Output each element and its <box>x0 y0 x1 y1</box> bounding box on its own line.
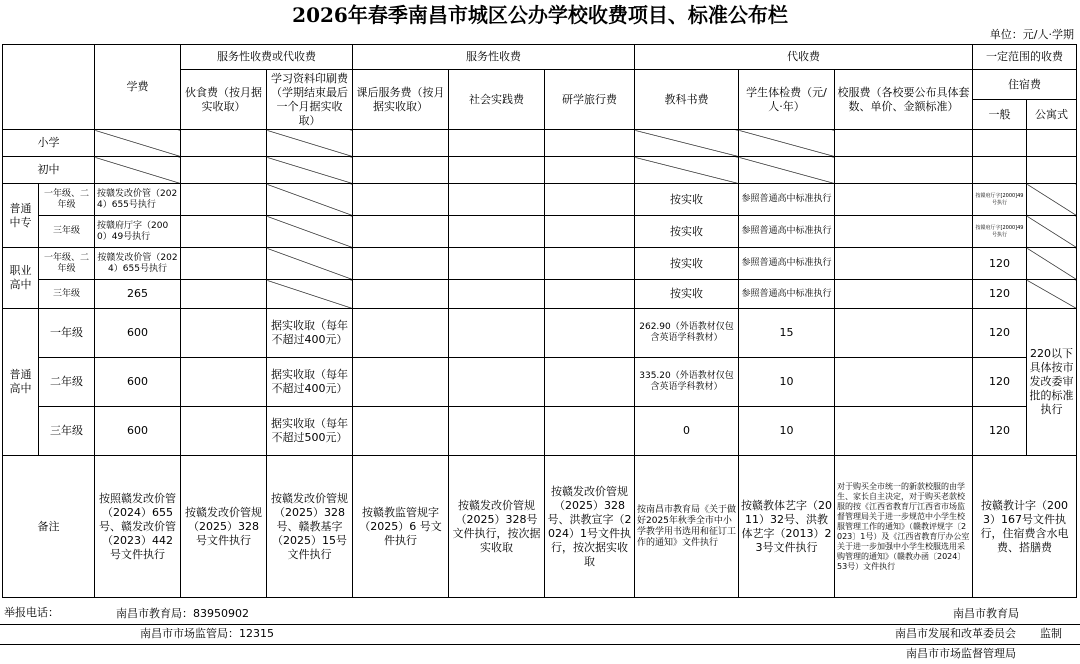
empty-cell <box>181 184 267 216</box>
section-vocational-high: 职业高中 <box>3 248 39 309</box>
remark-textbooks: 按南昌市教育局《关于做好2025年秋季全市中小学教学用书选用和征订工作的通知》文件执行 <box>635 456 739 598</box>
empty-cell <box>835 157 973 184</box>
tuition-cell: 按赣发改价管（2024）655号执行 <box>95 184 181 216</box>
section-regular-vocational: 普通中专 <box>3 184 39 248</box>
lodging-cell: 120 <box>973 407 1027 456</box>
row-junior <box>3 157 1077 184</box>
org-market-supervision: 南昌市市场监督管理局 <box>906 647 1016 660</box>
header-group-service-or-agency: 服务性收费或代收费 <box>181 45 353 70</box>
empty-cell <box>835 130 973 157</box>
remark-tuition: 按照赣发改价管（2024）655号、赣发改价管（2023）442号文件执行 <box>95 456 181 598</box>
slash-cell <box>635 130 739 157</box>
empty-cell <box>835 280 973 309</box>
empty-cell <box>835 309 973 358</box>
row-vocational-g3 <box>3 216 1077 248</box>
row-vocational-high-g12 <box>3 248 1077 280</box>
grade-label: 一年级 <box>39 309 95 358</box>
fee-table <box>2 44 1077 598</box>
empty-cell <box>181 248 267 280</box>
header-lodging-general: 一般 <box>973 100 1027 130</box>
tuition-cell: 600 <box>95 407 181 456</box>
grade-label: 二年级 <box>39 358 95 407</box>
empty-cell <box>181 130 267 157</box>
empty-cell <box>181 216 267 248</box>
lodging-cell: 120 <box>973 280 1027 309</box>
empty-cell <box>835 248 973 280</box>
row-high-g1 <box>3 309 1077 358</box>
empty-cell <box>353 358 449 407</box>
grade-label: 三年级 <box>39 216 95 248</box>
remark-printing: 按赣发改价管规（2025）328号、赣教基字（2025）15号文件执行 <box>267 456 353 598</box>
supervise-label: 监制 <box>1040 627 1062 640</box>
row-vocational-g12 <box>3 184 1077 216</box>
remark-uniform: 对于购买全市统一的新款校服的由学生、家长自主决定，对于购买老款校服的按《江西省教育厅江西省市场监督管理局关于进一步规范中小学生校服管理工作的通知》（赣教评规字〔2023〕1号）及《江西省教育厅办公室关于进一步加强中小学生校服选用采购管理的通知》（赣教办函〔2024〕53号）文件执行 <box>835 456 973 598</box>
apartment-cell: 220以下具体按市发改委审批的标准执行 <box>1027 309 1077 456</box>
header-health-check: 学生体检费（元/人·年） <box>739 70 835 130</box>
tuition-cell: 按赣发改价管（2024）655号执行 <box>95 248 181 280</box>
lodging-cell: 按赣府厅字[2000]49号执行 <box>973 216 1027 248</box>
empty-cell <box>449 407 545 456</box>
lodging-cell: 120 <box>973 358 1027 407</box>
header-meals: 伙食费（按月据实收取） <box>181 70 267 130</box>
textbook-cell: 按实收 <box>635 184 739 216</box>
printing-cell: 据实收取（每年不超过400元） <box>267 358 353 407</box>
empty-cell <box>545 157 635 184</box>
empty-cell <box>449 280 545 309</box>
empty-cell <box>545 407 635 456</box>
header-after-school: 课后服务费（按月据实收取） <box>353 70 449 130</box>
grade-label: 一年级、二年级 <box>39 184 95 216</box>
empty-cell <box>449 184 545 216</box>
market-phone: 南昌市市场监管局：12315 <box>140 627 274 640</box>
empty-cell <box>545 216 635 248</box>
page-title: 2026年春季南昌市城区公办学校收费项目、标准公布栏 <box>292 3 788 27</box>
remark-health-check: 按赣教体艺字（2011）32号、洪教体艺字（2013）23号文件执行 <box>739 456 835 598</box>
empty-cell <box>181 407 267 456</box>
row-high-g2 <box>3 358 1077 407</box>
health-cell: 15 <box>739 309 835 358</box>
empty-cell <box>181 280 267 309</box>
header-uniform: 校服费（各校要公布具体套数、单价、金额标准） <box>835 70 973 130</box>
grade-label: 三年级 <box>39 280 95 309</box>
empty-cell <box>353 184 449 216</box>
header-printing: 学习资料印刷费（学期结束最后一个月据实收取） <box>267 70 353 130</box>
slash-cell <box>1027 248 1077 280</box>
empty-cell <box>973 157 1027 184</box>
empty-cell <box>545 184 635 216</box>
empty-cell <box>545 248 635 280</box>
slash-cell <box>267 216 353 248</box>
empty-cell <box>353 309 449 358</box>
empty-cell <box>835 358 973 407</box>
header-tuition: 学费 <box>95 45 181 130</box>
lodging-cell: 120 <box>973 309 1027 358</box>
textbook-cell: 0 <box>635 407 739 456</box>
empty-cell <box>181 358 267 407</box>
empty-cell <box>353 157 449 184</box>
empty-cell <box>449 130 545 157</box>
textbook-cell: 按实收 <box>635 248 739 280</box>
tuition-cell: 600 <box>95 358 181 407</box>
section-regular-high: 普通高中 <box>3 309 39 456</box>
empty-cell <box>449 309 545 358</box>
empty-cell <box>835 184 973 216</box>
empty-cell <box>181 157 267 184</box>
remark-after-school: 按赣教监管规字（2025）6 号文件执行 <box>353 456 449 598</box>
empty-cell <box>973 130 1027 157</box>
lodging-cell: 按赣府厅字[2000]49号执行 <box>973 184 1027 216</box>
lodging-cell: 120 <box>973 248 1027 280</box>
printing-cell: 据实收取（每年不超过500元） <box>267 407 353 456</box>
printing-cell: 据实收取（每年不超过400元） <box>267 309 353 358</box>
empty-cell <box>353 216 449 248</box>
slash-cell <box>1027 280 1077 309</box>
empty-cell <box>1027 130 1077 157</box>
header-group-scope: 一定范围的收费 <box>973 45 1077 70</box>
empty-cell <box>353 407 449 456</box>
tuition-cell: 265 <box>95 280 181 309</box>
slash-cell <box>95 130 181 157</box>
header-corner <box>3 45 95 130</box>
org-education-bureau: 南昌市教育局 <box>953 607 1019 620</box>
textbook-cell: 335.20（外语教材仅包含英语学科教材） <box>635 358 739 407</box>
header-social-practice: 社会实践费 <box>449 70 545 130</box>
header-lodging: 住宿费 <box>973 70 1077 100</box>
header-textbooks: 教科书费 <box>635 70 739 130</box>
health-cell: 参照普通高中标准执行 <box>739 184 835 216</box>
row-primary <box>3 130 1077 157</box>
slash-cell <box>267 248 353 280</box>
remark-study-tour: 按赣发改价管规（2025）328号、洪教宣字（2024）1号文件执行，按次据实收取 <box>545 456 635 598</box>
section-junior: 初中 <box>3 157 95 184</box>
empty-cell <box>353 130 449 157</box>
health-cell: 参照普通高中标准执行 <box>739 248 835 280</box>
health-cell: 10 <box>739 407 835 456</box>
slash-cell <box>267 157 353 184</box>
empty-cell <box>449 216 545 248</box>
footer-divider <box>0 624 1080 625</box>
remark-meals: 按赣发改价管规（2025）328号文件执行 <box>181 456 267 598</box>
tuition-cell: 600 <box>95 309 181 358</box>
empty-cell <box>1027 157 1077 184</box>
slash-cell <box>267 280 353 309</box>
edu-phone: 南昌市教育局：83950902 <box>116 607 249 620</box>
remark-lodging: 按赣教计字（2003）167号文件执行，住宿费含水电费、搭膳费 <box>973 456 1077 598</box>
slash-cell <box>1027 216 1077 248</box>
textbook-cell: 按实收 <box>635 280 739 309</box>
slash-cell <box>267 184 353 216</box>
grade-label: 一年级、二年级 <box>39 248 95 280</box>
row-remarks <box>3 456 1077 598</box>
empty-cell <box>449 157 545 184</box>
slash-cell <box>739 130 835 157</box>
empty-cell <box>545 358 635 407</box>
header-study-tour: 研学旅行费 <box>545 70 635 130</box>
row-high-g3 <box>3 407 1077 456</box>
slash-cell <box>739 157 835 184</box>
health-cell: 参照普通高中标准执行 <box>739 216 835 248</box>
remark-social-practice: 按赣发改价管规（2025）328号文件执行，按次据实收取 <box>449 456 545 598</box>
row-vocational-high-g3 <box>3 280 1077 309</box>
empty-cell <box>545 280 635 309</box>
grade-label: 三年级 <box>39 407 95 456</box>
empty-cell <box>835 216 973 248</box>
slash-cell <box>1027 184 1077 216</box>
empty-cell <box>545 130 635 157</box>
section-remarks: 备注 <box>3 456 95 598</box>
textbook-cell: 262.90（外语教材仅包含英语学科教材） <box>635 309 739 358</box>
hotline-label: 举报电话： <box>4 606 59 619</box>
empty-cell <box>353 280 449 309</box>
slash-cell <box>95 157 181 184</box>
slash-cell <box>635 157 739 184</box>
health-cell: 参照普通高中标准执行 <box>739 280 835 309</box>
empty-cell <box>545 309 635 358</box>
empty-cell <box>353 248 449 280</box>
empty-cell <box>449 358 545 407</box>
section-primary: 小学 <box>3 130 95 157</box>
footer-divider <box>0 644 1080 645</box>
header-group-agency: 代收费 <box>635 45 973 70</box>
slash-cell <box>267 130 353 157</box>
header-lodging-apartment: 公寓式 <box>1027 100 1077 130</box>
textbook-cell: 按实收 <box>635 216 739 248</box>
health-cell: 10 <box>739 358 835 407</box>
empty-cell <box>835 407 973 456</box>
header-group-service: 服务性收费 <box>353 45 635 70</box>
tuition-cell: 按赣府厅字（2000）49号执行 <box>95 216 181 248</box>
empty-cell <box>449 248 545 280</box>
empty-cell <box>181 309 267 358</box>
unit-label: 单位：元/人·学期 <box>989 28 1074 41</box>
org-development-reform: 南昌市发展和改革委员会 <box>895 627 1016 640</box>
